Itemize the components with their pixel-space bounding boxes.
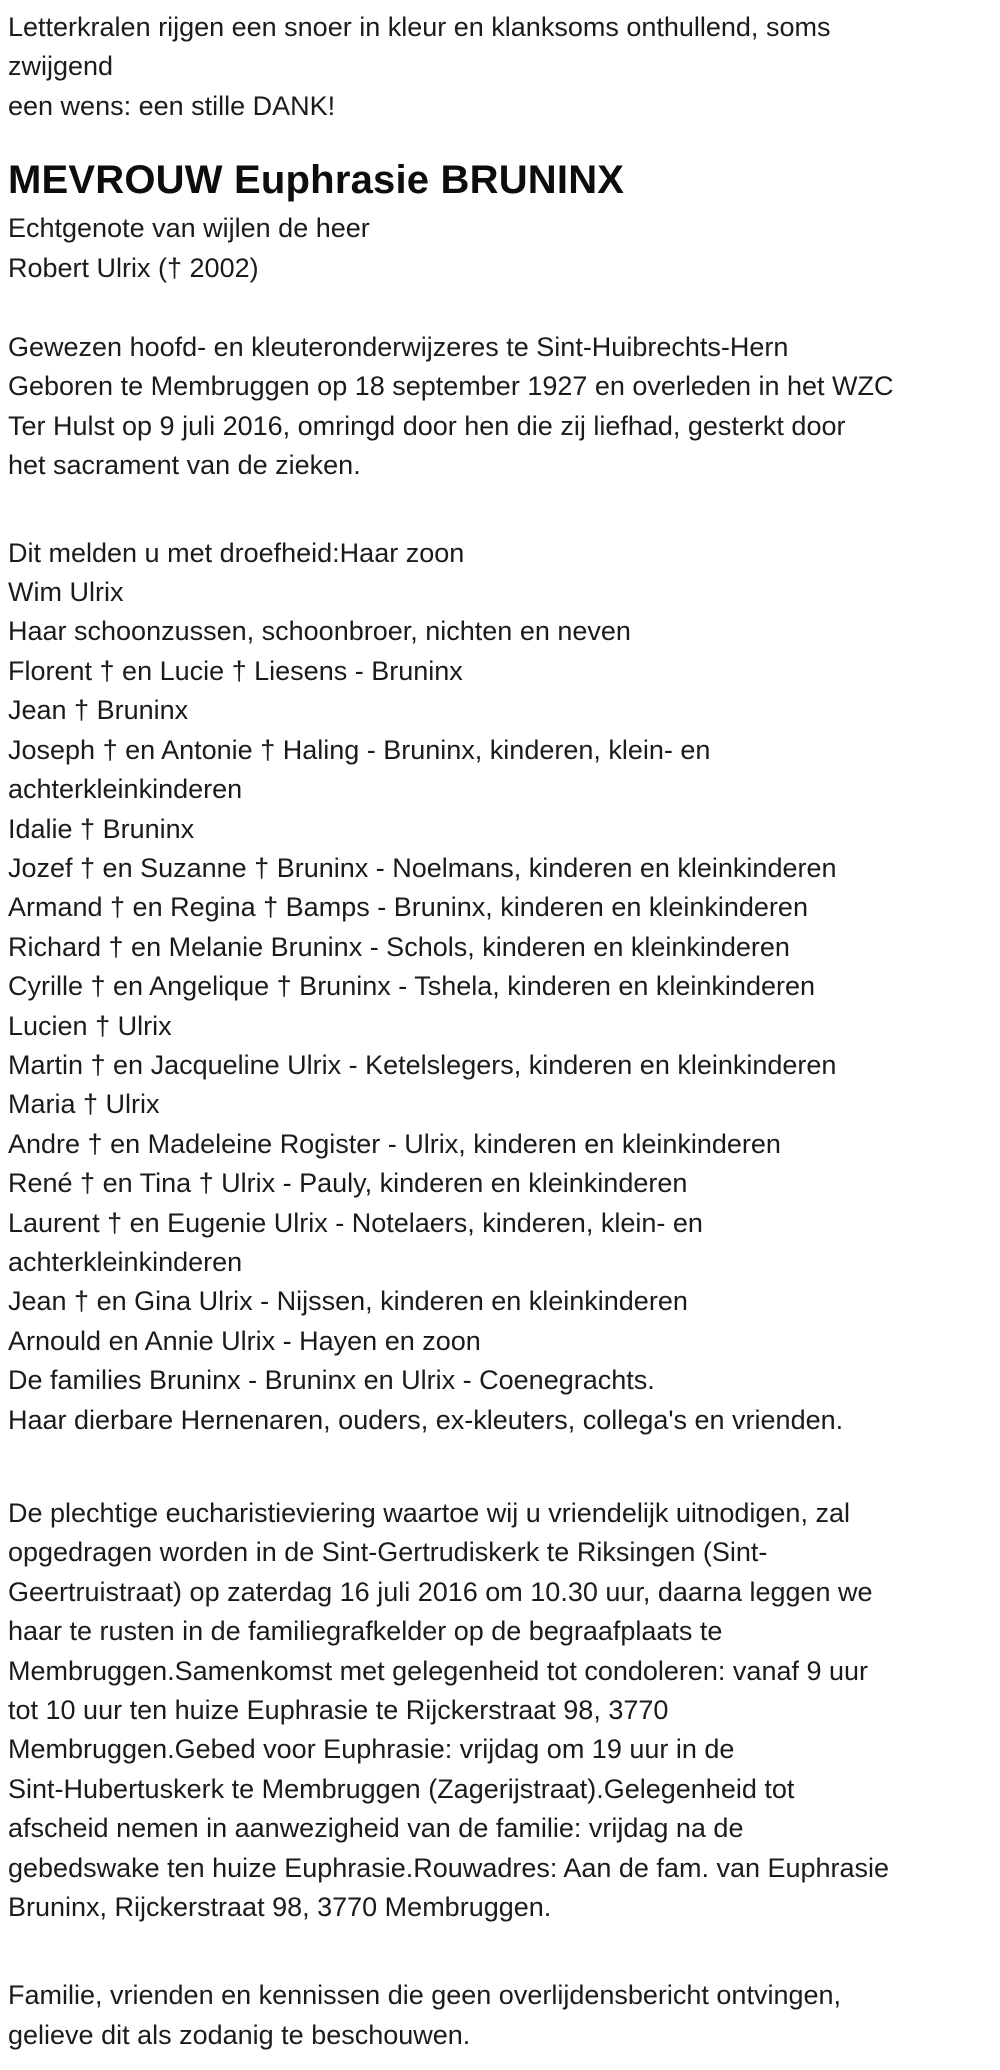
text-line: gelieve dit als zodanig te beschouwen.: [8, 2019, 471, 2050]
spouse-paragraph: [8, 209, 988, 288]
text-line: Martin † en Jacqueline Ulrix - Ketelslegers, kinderen en kleinkinderen: [8, 1049, 837, 1080]
text-line: Letterkralen rijgen een snoer in kleur en klanksoms onthullend, soms: [8, 12, 831, 42]
biography-paragraph: [8, 328, 988, 486]
text-line: haar te rusten in de familiegrafkelder op de begraafplaats te: [8, 1616, 723, 1647]
text-line: Cyrille † en Angelique † Bruninx - Tshela, kinderen en kleinkinderen: [8, 971, 815, 1002]
text-line: een wens: een stille DANK!: [8, 90, 336, 121]
text-line: De plechtige eucharistieviering waartoe wij u vriendelijk uitnodigen, zal: [8, 1498, 850, 1528]
text-line: Membruggen.Samenkomst met gelegenheid tot condoleren: vanaf 9 uur: [8, 1655, 869, 1686]
text-line: Idalie † Bruninx: [8, 813, 195, 844]
text-line: Arnould en Annie Ulrix - Hayen en zoon: [8, 1325, 481, 1356]
text-line: gebedswake ten huize Euphrasie.Rouwadres: Aan de fam. van Euphrasie: [8, 1852, 890, 1883]
text-line: Membruggen.Gebed voor Euphrasie: vrijdag om 19 uur in de: [8, 1734, 735, 1765]
text-line: Bruninx, Rijckerstraat 98, 3770 Membruggen.: [8, 1892, 552, 1923]
text-line: Andre † en Madeleine Rogister - Ulrix, kinderen en kleinkinderen: [8, 1128, 781, 1159]
ceremony-details-paragraph: [8, 1494, 988, 1927]
text-line: Maria † Ulrix: [8, 1089, 160, 1120]
text-line: het sacrament van de zieken.: [8, 450, 361, 481]
text-line: Haar dierbare Hernenaren, ouders, ex-kleuters, collega's en vrienden.: [8, 1404, 844, 1435]
text-line: Dit melden u met droefheid:Haar zoon: [8, 537, 465, 568]
deceased-name-heading: MEVROUW Euphrasie BRUNINX: [8, 158, 625, 203]
text-line: Geertruistraat) op zaterdag 16 juli 2016 om 10.30 uur, daarna leggen we: [8, 1576, 873, 1607]
text-line: achterkleinkinderen: [8, 774, 243, 805]
text-line: Jean † Bruninx: [8, 695, 189, 726]
text-line: zwijgend: [8, 51, 114, 82]
text-line: Jean † en Gina Ulrix - Nijssen, kinderen en kleinkinderen: [8, 1286, 688, 1317]
text-line: Haar schoonzussen, schoonbroer, nichten en neven: [8, 616, 631, 647]
text-line: Florent † en Lucie † Liesens - Bruninx: [8, 655, 463, 686]
text-line: Laurent † en Eugenie Ulrix - Notelaers, kinderen, klein- en: [8, 1207, 703, 1238]
text-line: Robert Ulrix († 2002): [8, 252, 259, 283]
text-line: Gewezen hoofd- en kleuteronderwijzeres te Sint-Huibrechts-Hern: [8, 332, 789, 363]
family-list-paragraph: [8, 534, 988, 1440]
text-line: Familie, vrienden en kennissen die geen overlijdensbericht ontvingen,: [8, 1980, 842, 2011]
text-line: Jozef † en Suzanne † Bruninx - Noelmans, kinderen en kleinkinderen: [8, 852, 837, 883]
text-line: De families Bruninx - Bruninx en Ulrix - Coenegrachts.: [8, 1365, 655, 1396]
text-line: Sint-Hubertuskerk te Membruggen (Zagerijstraat).Gelegenheid tot: [8, 1773, 795, 1804]
text-line: Joseph † en Antonie † Haling - Bruninx, kinderen, klein- en: [8, 734, 711, 765]
text-line: Echtgenote van wijlen de heer: [8, 213, 370, 244]
text-line: Lucien † Ulrix: [8, 1010, 172, 1041]
text-line: Richard † en Melanie Bruninx - Schols, kinderen en kleinkinderen: [8, 931, 790, 962]
text-line: Ter Hulst op 9 juli 2016, omringd door hen die zij liefhad, gesterkt door: [8, 410, 846, 441]
text-line: Wim Ulrix: [8, 577, 124, 608]
text-line: René † en Tina † Ulrix - Pauly, kinderen en kleinkinderen: [8, 1168, 688, 1199]
poem-paragraph: [8, 8, 988, 126]
text-line: tot 10 uur ten huize Euphrasie te Rijckerstraat 98, 3770: [8, 1695, 669, 1726]
closing-note-paragraph: [8, 1976, 988, 2055]
text-line: afscheid nemen in aanwezigheid van de familie: vrijdag na de: [8, 1813, 744, 1844]
text-line: achterkleinkinderen: [8, 1246, 243, 1277]
text-line: opgedragen worden in de Sint-Gertrudiskerk te Riksingen (Sint-: [8, 1537, 768, 1568]
text-line: Armand † en Regina † Bamps - Bruninx, kinderen en kleinkinderen: [8, 892, 808, 923]
text-line: Geboren te Membruggen op 18 september 1927 en overleden in het WZC: [8, 371, 894, 402]
